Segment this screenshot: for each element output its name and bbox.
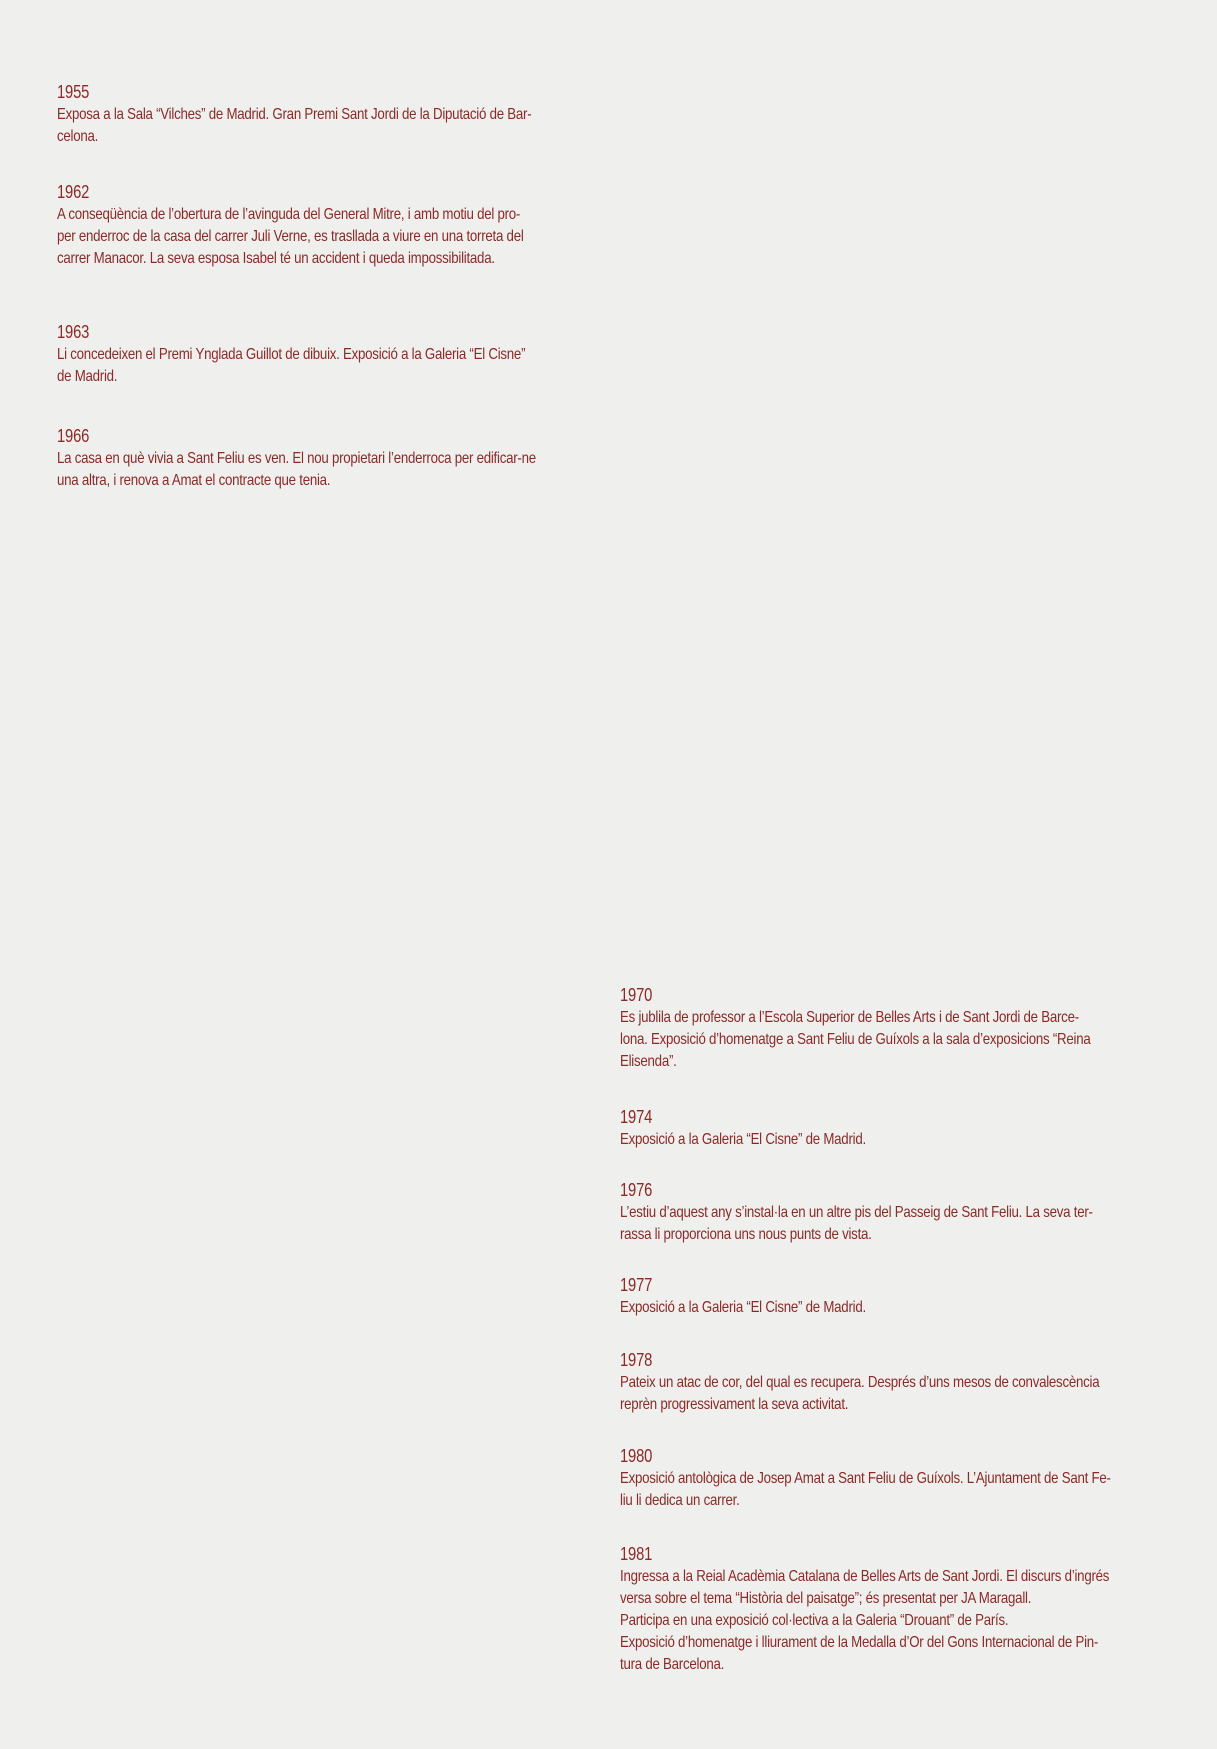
entry-line: La casa en què vivia a Sant Feliu es ven. El nou propietari l’enderroca per edificar-ne bbox=[57, 450, 536, 467]
timeline-entry-1955 bbox=[57, 80, 597, 180]
entry-year: 1980 bbox=[620, 1446, 653, 1466]
entry-line: Exposició a la Galeria “El Cisne” de Madrid. bbox=[620, 1299, 866, 1316]
entry-text bbox=[620, 1129, 1165, 1151]
timeline-entry-1980 bbox=[620, 1444, 1165, 1542]
entry-line: Elisenda”. bbox=[620, 1053, 677, 1070]
entry-text bbox=[57, 448, 597, 492]
entry-line: Exposició d’homenatge i lliurament de la Medalla d’Or del Gons Internacional de Pin- bbox=[620, 1634, 1099, 1651]
entry-year: 1976 bbox=[620, 1180, 653, 1200]
entry-line: per enderroc de la casa del carrer Juli Verne, es trasllada a viure en una torreta del bbox=[57, 228, 524, 245]
entry-year: 1963 bbox=[57, 322, 90, 342]
entry-line: Exposa a la Sala “Vilches” de Madrid. Gran Premi Sant Jordi de la Diputació de Bar- bbox=[57, 106, 532, 123]
timeline-entry-1977 bbox=[620, 1273, 1165, 1348]
entry-line: tura de Barcelona. bbox=[620, 1656, 725, 1673]
timeline-entry-1978 bbox=[620, 1348, 1165, 1444]
entry-text bbox=[620, 1297, 1165, 1319]
entry-year: 1974 bbox=[620, 1107, 653, 1127]
entry-line: reprèn progressivament la seva activitat. bbox=[620, 1396, 849, 1413]
entry-line: Exposició a la Galeria “El Cisne” de Madrid. bbox=[620, 1131, 866, 1148]
entry-line: Li concedeixen el Premi Ynglada Guillot de dibuix. Exposició a la Galeria “El Cisne” bbox=[57, 346, 526, 363]
entry-line: L’estiu d’aquest any s’instal·la en un altre pis del Passeig de Sant Feliu. La seva ter- bbox=[620, 1204, 1093, 1221]
entry-line: Participa en una exposició col·lectiva a la Galeria “Drouant” de París. bbox=[620, 1612, 1009, 1629]
timeline-entry-1966 bbox=[57, 424, 597, 504]
entry-year: 1978 bbox=[620, 1350, 653, 1370]
entry-line: de Madrid. bbox=[57, 368, 118, 385]
entry-line: celona. bbox=[57, 128, 99, 145]
entry-text bbox=[620, 1202, 1165, 1246]
left-column-timeline bbox=[57, 80, 597, 504]
entry-line: una altra, i renova a Amat el contracte que tenia. bbox=[57, 472, 331, 489]
timeline-entry-1974 bbox=[620, 1105, 1165, 1178]
entry-text bbox=[620, 1372, 1165, 1416]
timeline-entry-1970 bbox=[620, 983, 1165, 1105]
entry-line: Ingressa a la Reial Acadèmia Catalana de Belles Arts de Sant Jordi. El discurs d’ingrés bbox=[620, 1568, 1110, 1585]
entry-text bbox=[620, 1566, 1165, 1676]
entry-year: 1962 bbox=[57, 182, 90, 202]
timeline-entry-1963 bbox=[57, 320, 597, 424]
entry-line: versa sobre el tema “Història del paisatge”; és presentat per JA Maragall. bbox=[620, 1590, 1032, 1607]
entry-text bbox=[57, 204, 597, 270]
entry-year: 1977 bbox=[620, 1275, 653, 1295]
entry-line: Es jublila de professor a l’Escola Superior de Belles Arts i de Sant Jordi de Barce- bbox=[620, 1009, 1079, 1026]
entry-text bbox=[57, 344, 597, 388]
entry-year: 1970 bbox=[620, 985, 653, 1005]
entry-year: 1981 bbox=[620, 1544, 653, 1564]
entry-line: liu li dedica un carrer. bbox=[620, 1492, 740, 1509]
entry-text bbox=[57, 104, 597, 148]
timeline-entry-1962 bbox=[57, 180, 597, 320]
entry-line: carrer Manacor. La seva esposa Isabel té un accident i queda impossibilitada. bbox=[57, 250, 495, 267]
entry-year: 1966 bbox=[57, 426, 90, 446]
entry-line: Exposició antològica de Josep Amat a Sant Feliu de Guíxols. L’Ajuntament de Sant Fe- bbox=[620, 1470, 1111, 1487]
entry-line: A conseqüència de l’obertura de l’avinguda del General Mitre, i amb motiu del pro- bbox=[57, 206, 521, 223]
entry-line: Pateix un atac de cor, del qual es recupera. Després d’uns mesos de convalescència bbox=[620, 1374, 1100, 1391]
entry-line: lona. Exposició d’homenatge a Sant Feliu de Guíxols a la sala d’exposicions “Reina bbox=[620, 1031, 1091, 1048]
entry-text bbox=[620, 1007, 1165, 1073]
entry-year: 1955 bbox=[57, 82, 90, 102]
right-column-timeline bbox=[620, 983, 1165, 1702]
timeline-entry-1981 bbox=[620, 1542, 1165, 1702]
entry-line: rassa li proporciona uns nous punts de vista. bbox=[620, 1226, 872, 1243]
entry-text bbox=[620, 1468, 1165, 1512]
timeline-entry-1976 bbox=[620, 1178, 1165, 1273]
